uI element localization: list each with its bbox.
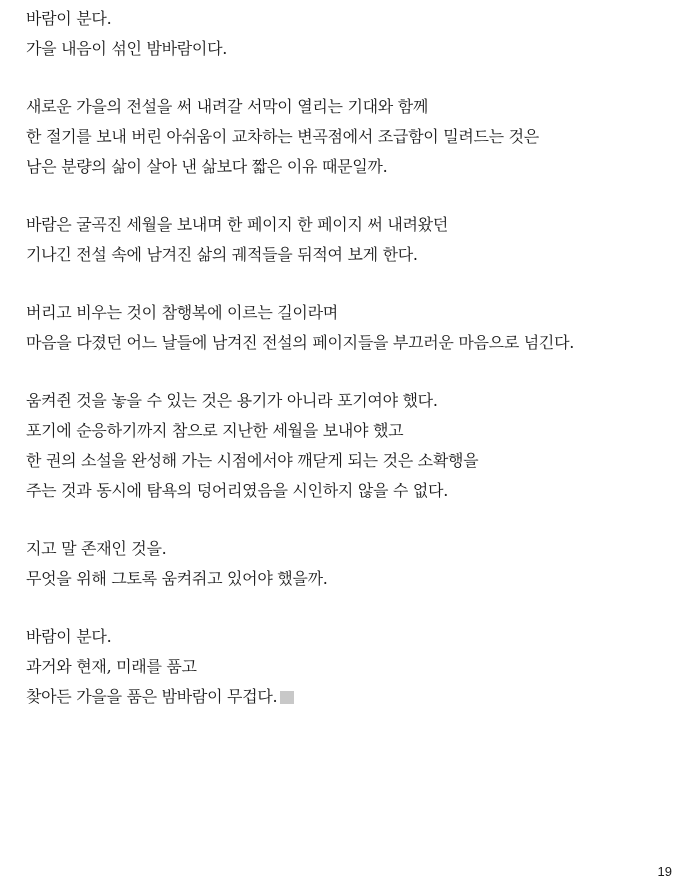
- poem-line: 가을 내음이 섞인 밤바람이다.: [26, 39, 228, 58]
- poem-line: 새로운 가을의 전설을 써 내려갈 서막이 열리는 기대와 함께: [26, 97, 429, 116]
- poem-line: 무엇을 위해 그토록 움켜쥐고 있어야 했을까.: [26, 569, 328, 588]
- poem-body: [26, 4, 686, 740]
- stanza-6: [26, 534, 686, 594]
- poem-line: 포기에 순응하기까지 참으로 지난한 세월을 보내야 했고: [26, 421, 404, 440]
- poem-line: 바람이 분다.: [26, 9, 112, 28]
- poem-last-line: [26, 682, 686, 712]
- poem-line: 과거와 현재, 미래를 품고: [26, 657, 197, 676]
- poem-line-text: 찾아든 가을을 품은 밤바람이 무겁다.: [26, 687, 278, 706]
- poem-line: 한 절기를 보내 버린 아쉬움이 교차하는 변곡점에서 조급함이 밀려드는 것은: [26, 127, 539, 146]
- page-number: 19: [657, 864, 672, 879]
- poem-line: 마음을 다졌던 어느 날들에 남겨진 전설의 페이지들을 부끄러운 마음으로 넘긴다.: [26, 333, 575, 352]
- poem-line: 움켜쥔 것을 놓을 수 있는 것은 용기가 아니라 포기여야 했다.: [26, 391, 438, 410]
- stanza-2: [26, 92, 686, 182]
- stanza-4: [26, 298, 686, 358]
- poem-line: 주는 것과 동시에 탐욕의 덩어리였음을 시인하지 않을 수 없다.: [26, 481, 448, 500]
- poem-line: 한 권의 소설을 완성해 가는 시점에서야 깨닫게 되는 것은 소확행을: [26, 451, 479, 470]
- end-of-text-mark-icon: [280, 691, 294, 704]
- poem-line: 지고 말 존재인 것을.: [26, 539, 167, 558]
- stanza-1: [26, 4, 686, 64]
- poem-line: 기나긴 전설 속에 남겨진 삶의 궤적들을 뒤적여 보게 한다.: [26, 245, 418, 264]
- poem-line: 바람은 굴곡진 세월을 보내며 한 페이지 한 페이지 써 내려왔던: [26, 215, 448, 234]
- stanza-3: [26, 210, 686, 270]
- poem-line: 버리고 비우는 것이 참행복에 이르는 길이라며: [26, 303, 338, 322]
- stanza-7: [26, 622, 686, 712]
- stanza-5: [26, 386, 686, 506]
- poem-line: 남은 분량의 삶이 살아 낸 삶보다 짧은 이유 때문일까.: [26, 157, 388, 176]
- poem-line: 바람이 분다.: [26, 627, 112, 646]
